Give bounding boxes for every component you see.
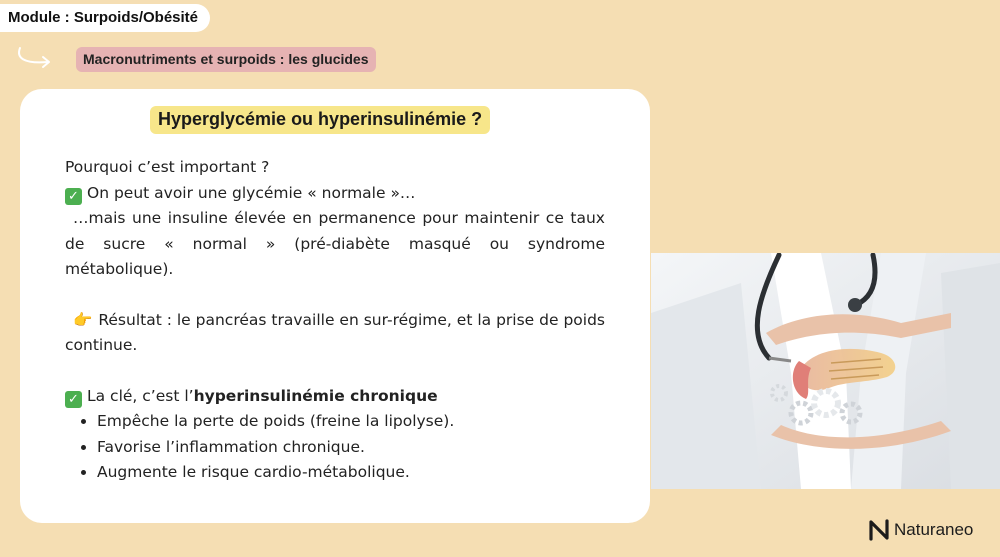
submodule-label: Macronutriments et surpoids : les glucides — [76, 47, 376, 72]
check-text-1: On peut avoir une glycémie « normale »… — [87, 183, 416, 202]
result-line — [65, 308, 605, 359]
result-text: Résultat : le pancréas travaille en sur-régime, et la prise de poids continue. — [65, 310, 605, 354]
list-item: • Augmente le risque cardio-métabolique. — [97, 460, 605, 486]
curved-arrow-icon — [14, 44, 58, 70]
list-item: • Favorise l’inflammation chronique. — [97, 435, 605, 461]
check-box-icon: ✓ — [65, 188, 82, 205]
module-label: Module : Surpoids/Obésité — [0, 4, 210, 32]
naturaneo-logo-icon — [868, 518, 890, 542]
doctor-pancreas-illustration — [651, 253, 1000, 489]
bullet-list — [65, 409, 605, 486]
brand-name: Naturaneo — [894, 520, 974, 539]
content-card — [20, 89, 650, 523]
brand-logo — [868, 518, 973, 542]
pointing-hand-icon: 👉 — [73, 310, 93, 329]
list-item: • Empêche la perte de poids (freine la lipolyse). — [97, 409, 605, 435]
check-box-icon: ✓ — [65, 391, 82, 408]
card-title: Hyperglycémie ou hyperinsulinémie ? — [150, 106, 490, 134]
explanation-text: …mais une insuline élevée en permanence pour maintenir ce taux de sucre « normal » (pré-diabète masqué ou syndrome métabolique). — [65, 209, 605, 278]
check-line-1 — [65, 181, 605, 207]
key-prefix: La clé, c’est l’ — [87, 386, 194, 405]
key-bold: hyperinsulinémie chronique — [193, 386, 438, 405]
question-text: Pourquoi c’est important ? — [65, 158, 270, 176]
card-body — [65, 155, 605, 486]
key-line — [65, 384, 605, 410]
